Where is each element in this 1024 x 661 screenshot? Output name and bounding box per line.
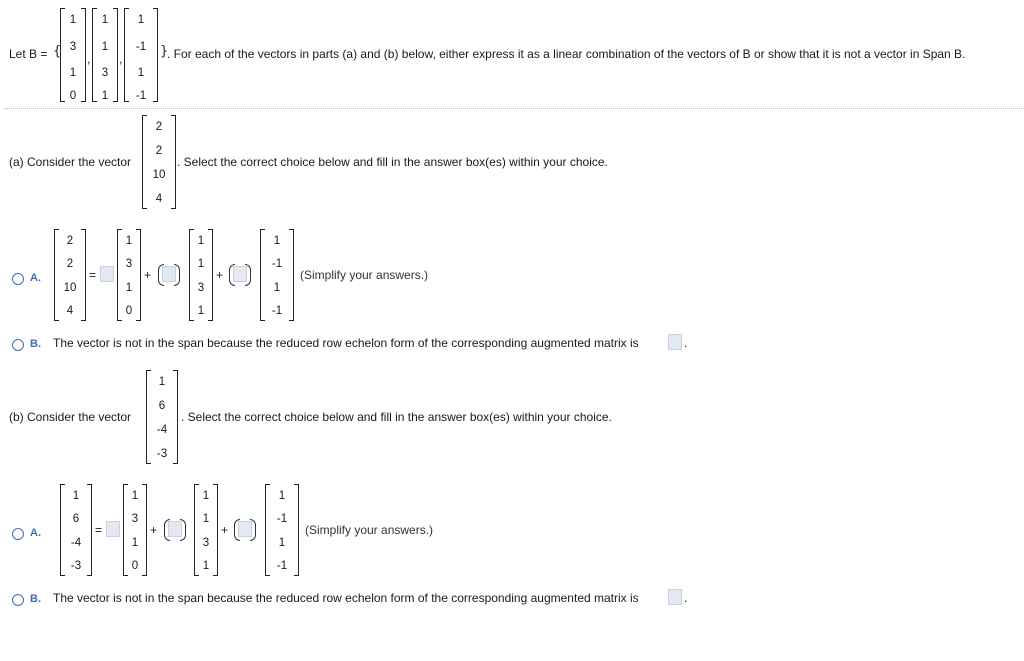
- part-b-basis-vector-3: 1 -1 1 -1: [265, 484, 299, 576]
- plus-sign: +: [144, 268, 152, 282]
- basis-vector-1: 1 3 1 0: [60, 8, 86, 102]
- part-a-rref-input[interactable]: [668, 334, 682, 350]
- part-b-period: .: [684, 591, 688, 605]
- part-a-eq-vector: 2 2 10 4: [54, 229, 86, 321]
- comma-separator: ,: [87, 52, 91, 66]
- part-a-coef-3-paren: [229, 264, 251, 284]
- part-a-basis-vector-3: 1 -1 1 -1: [260, 229, 294, 321]
- part-a-coef-2-paren: [158, 264, 180, 284]
- part-a-choice-a-radio[interactable]: [12, 273, 24, 285]
- equals-sign: =: [95, 523, 103, 537]
- part-b-choice-b-radio[interactable]: [12, 594, 24, 606]
- intro-prefix: Let B =: [9, 47, 48, 61]
- part-a-basis-vector-2: 1 1 3 1: [189, 229, 213, 321]
- part-b-coef-3-paren: [234, 519, 256, 539]
- part-b-choice-b-text: The vector is not in the span because the reduced row echelon form of the corresponding augmented matrix is: [53, 591, 639, 605]
- part-b-basis-vector-2: 1 1 3 1: [194, 484, 218, 576]
- part-b-instruction: . Select the correct choice below and fill in the answer box(es) within your choice.: [181, 410, 612, 424]
- part-a-target-vector: 2 2 10 4: [142, 115, 176, 209]
- part-b-choice-b-letter: B.: [30, 593, 41, 605]
- part-b-target-vector: 1 6 -4 -3: [146, 370, 178, 464]
- part-a-choice-b-radio[interactable]: [12, 339, 24, 351]
- part-b-coef-2-paren: [164, 519, 186, 539]
- part-b-choice-a-hint: (Simplify your answers.): [305, 523, 434, 537]
- part-a-period: .: [684, 336, 688, 350]
- plus-sign: +: [150, 523, 158, 537]
- part-a-instruction: . Select the correct choice below and fill in the answer box(es) within your choice.: [177, 155, 608, 169]
- part-b-rref-input[interactable]: [668, 589, 682, 605]
- part-a-choice-a-hint: (Simplify your answers.): [300, 268, 429, 282]
- part-b-basis-vector-1: 1 3 1 0: [123, 484, 147, 576]
- part-b-choice-a-letter: A.: [30, 527, 41, 539]
- basis-vector-3: 1 -1 1 -1: [124, 8, 158, 102]
- part-a-choice-b-text: The vector is not in the span because the reduced row echelon form of the corresponding augmented matrix is: [53, 336, 639, 350]
- set-close-brace: }: [160, 44, 169, 59]
- section-divider: [4, 108, 1024, 109]
- equals-sign: =: [89, 268, 97, 282]
- part-b-eq-vector: 1 6 -4 -3: [60, 484, 92, 576]
- part-a-basis-vector-1: 1 3 1 0: [117, 229, 141, 321]
- part-a-choice-b-letter: B.: [30, 338, 41, 350]
- plus-sign: +: [221, 523, 229, 537]
- basis-vector-2: 1 1 3 1: [92, 8, 118, 102]
- set-open-brace: {: [53, 44, 62, 59]
- intro-instruction: . For each of the vectors in parts (a) and (b) below, either express it as a linear combination of the vectors of B or show that it is not a vector in Span B.: [167, 47, 966, 61]
- part-b-choice-a-radio[interactable]: [12, 528, 24, 540]
- part-a-coef-1-input[interactable]: [100, 266, 114, 282]
- part-a-label: (a) Consider the vector: [9, 155, 132, 169]
- part-a-choice-a-letter: A.: [30, 272, 41, 284]
- part-b-label: (b) Consider the vector: [9, 410, 132, 424]
- comma-separator: ,: [119, 52, 123, 66]
- part-b-coef-1-input[interactable]: [106, 521, 120, 537]
- plus-sign: +: [216, 268, 224, 282]
